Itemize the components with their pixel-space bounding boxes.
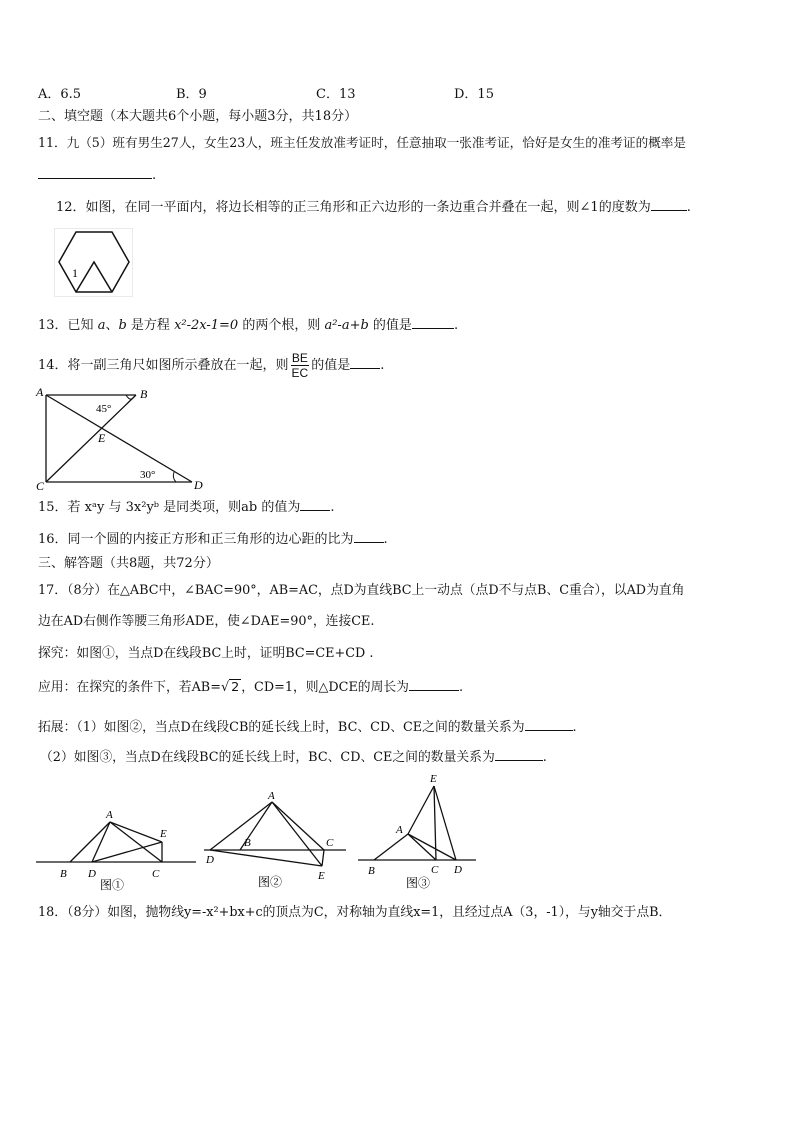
question-18: 18．（8分）如图，抛物线y=-x²+bx+c的顶点为C，对称轴为直线x=1，且经过点A（3，-1），与y轴交于点B． xyxy=(38,905,672,920)
question-text: 13．已知 xyxy=(38,318,98,333)
punctuation: . xyxy=(542,750,547,765)
answer-blank-11 xyxy=(38,166,156,185)
separator: 、 xyxy=(105,318,119,333)
point-label-a: A xyxy=(106,809,113,821)
choice-d: D．15 xyxy=(454,87,494,102)
question-text: 11．九（5）班有男生27人，女生23人，班主任发放准考证时，任意抽取一张准考证，恰好是女生的准考证的概率是 xyxy=(38,135,686,150)
point-label-d: D xyxy=(194,478,203,492)
question-17-line-1: 17．（8分）在△ABC中，∠BAC=90°，AB=AC，点D为直线BC上一动点（点D不与点B、C重合），以AD为直角 xyxy=(38,583,685,598)
answer-blank xyxy=(409,678,459,691)
radicand: 2 xyxy=(231,680,240,695)
figure-caption: 图① xyxy=(100,878,125,892)
question-text: 的值是 xyxy=(368,318,412,333)
variable-b: b xyxy=(118,318,127,333)
point-label-c: C xyxy=(152,868,160,880)
question-14 xyxy=(38,348,384,384)
point-label-b: B xyxy=(60,868,67,880)
question-text: ，CD=1，则△DCE的周长为 xyxy=(241,680,409,695)
segment-ad xyxy=(92,822,110,862)
question-text: 15．若 xᵃy 与 3x²yᵇ 是同类项，则ab 的值为 xyxy=(38,500,301,515)
punctuation: . xyxy=(380,358,385,373)
figure-caption: 图② xyxy=(258,875,283,889)
question-text: 应用：在探究的条件下，若AB= xyxy=(38,680,221,695)
answer-blank xyxy=(495,748,543,761)
question-text: 16．同一个圆的内接正方形和正三角形的边心距的比为 xyxy=(38,532,354,547)
section-heading: 二、填空题（本大题共6个小题，每小题3分，共18分） xyxy=(38,109,358,124)
square-root: √ 2 xyxy=(220,680,240,695)
segment-bc xyxy=(46,395,136,482)
question-text: 拓展：（1）如图②，当点D在线段CB的延长线上时，BC、CD、CE之间的数量关系为 xyxy=(38,720,525,735)
punctuation: . xyxy=(458,680,464,695)
segment-ab xyxy=(70,822,110,862)
point-label-a: A xyxy=(36,386,44,399)
question-text: 12．如图，在同一平面内，将边长相等的正三角形和正六边形的一条边重合并叠在一起，则∠1的度数为 xyxy=(56,200,651,215)
choice-c: C．13 xyxy=(316,87,356,102)
point-label-a: A xyxy=(396,824,403,836)
segment-de xyxy=(210,850,322,866)
point-label-c: C xyxy=(326,837,334,849)
figure-17-2 xyxy=(200,786,350,892)
question-15 xyxy=(38,498,334,517)
question-text: （2）如图③，当点D在线段BC的延长线上时，BC、CD、CE之间的数量关系为 xyxy=(40,750,495,765)
question-11 xyxy=(38,134,686,152)
point-label-d: D xyxy=(454,864,462,876)
answer-blank xyxy=(300,498,330,511)
segment-ac xyxy=(110,822,162,862)
question-text: 的值是 xyxy=(311,358,351,373)
variable-a: a xyxy=(97,318,106,333)
question-17-extension-1 xyxy=(38,718,577,737)
question-17-line-2: 边在AD右侧作等腰三角形ADE，使∠DAE=90°，连接CE. xyxy=(38,614,375,629)
choice-a: A．6.5 xyxy=(38,87,82,102)
segment-ad xyxy=(210,802,272,850)
point-label-e: E xyxy=(160,828,167,840)
fraction-numerator: BE xyxy=(291,351,308,365)
fraction-denominator: EC xyxy=(291,366,309,380)
point-label-e: E xyxy=(98,431,106,445)
answer-blank xyxy=(354,530,384,543)
segment-de xyxy=(92,842,162,862)
triangle xyxy=(76,262,112,292)
point-label-b: B xyxy=(244,837,251,849)
angle-label-30: 30° xyxy=(140,469,156,481)
segment-ae xyxy=(110,822,162,842)
segment-ad xyxy=(46,395,192,482)
angle-arc-30 xyxy=(173,472,176,482)
punctuation: . xyxy=(152,168,157,183)
answer-blank xyxy=(412,316,454,329)
segment-ab xyxy=(374,834,408,860)
question-text: 是方程 xyxy=(126,318,175,333)
point-label-b: B xyxy=(140,387,148,401)
figure-17-3 xyxy=(356,770,480,894)
answer-blank xyxy=(525,718,573,731)
punctuation: . xyxy=(383,532,388,547)
answer-blank xyxy=(38,166,152,179)
question-17-explore: 探究：如图①，当点D在线段BC上时，证明BC=CE+CD . xyxy=(38,646,374,661)
section-heading: 三、解答题（共8题，共72分） xyxy=(38,556,219,571)
question-13 xyxy=(38,316,458,335)
question-text: 14．将一副三角尺如图所示叠放在一起，则 xyxy=(38,358,289,373)
segment-ac xyxy=(272,802,324,850)
expression: a²-a+b xyxy=(324,318,369,333)
figure-17-1 xyxy=(36,800,200,892)
figure-caption: 图③ xyxy=(406,876,431,890)
answer-blank xyxy=(651,198,687,211)
figure-hexagon-triangle xyxy=(54,228,134,298)
fraction xyxy=(291,351,310,380)
question-text: 的两个根，则 xyxy=(238,318,325,333)
question-12 xyxy=(56,198,691,217)
figure-triangle-rulers xyxy=(34,386,214,492)
point-label-b: B xyxy=(368,865,375,877)
punctuation: . xyxy=(453,318,459,333)
punctuation: . xyxy=(572,720,577,735)
segment-ce xyxy=(322,850,324,866)
question-17-extension-2 xyxy=(40,748,547,767)
point-label-e: E xyxy=(318,870,325,882)
segment-ae xyxy=(272,802,322,866)
point-label-d: D xyxy=(206,854,214,866)
question-16 xyxy=(38,530,388,549)
point-label-c: C xyxy=(431,864,439,876)
choice-b: B．9 xyxy=(176,87,207,102)
question-17-apply xyxy=(38,678,463,697)
angle-label: 1 xyxy=(72,266,78,280)
point-label-c: C xyxy=(36,479,45,492)
point-label-e: E xyxy=(430,773,437,785)
angle-label-45: 45° xyxy=(96,403,112,415)
segment-ae xyxy=(408,786,434,834)
answer-blank xyxy=(350,356,380,369)
punctuation: . xyxy=(330,500,335,515)
punctuation: . xyxy=(686,200,691,215)
segment-de xyxy=(434,786,456,860)
point-label-d: D xyxy=(88,868,96,880)
equation: x²-2x-1=0 xyxy=(174,318,239,333)
point-label-a: A xyxy=(268,790,275,802)
